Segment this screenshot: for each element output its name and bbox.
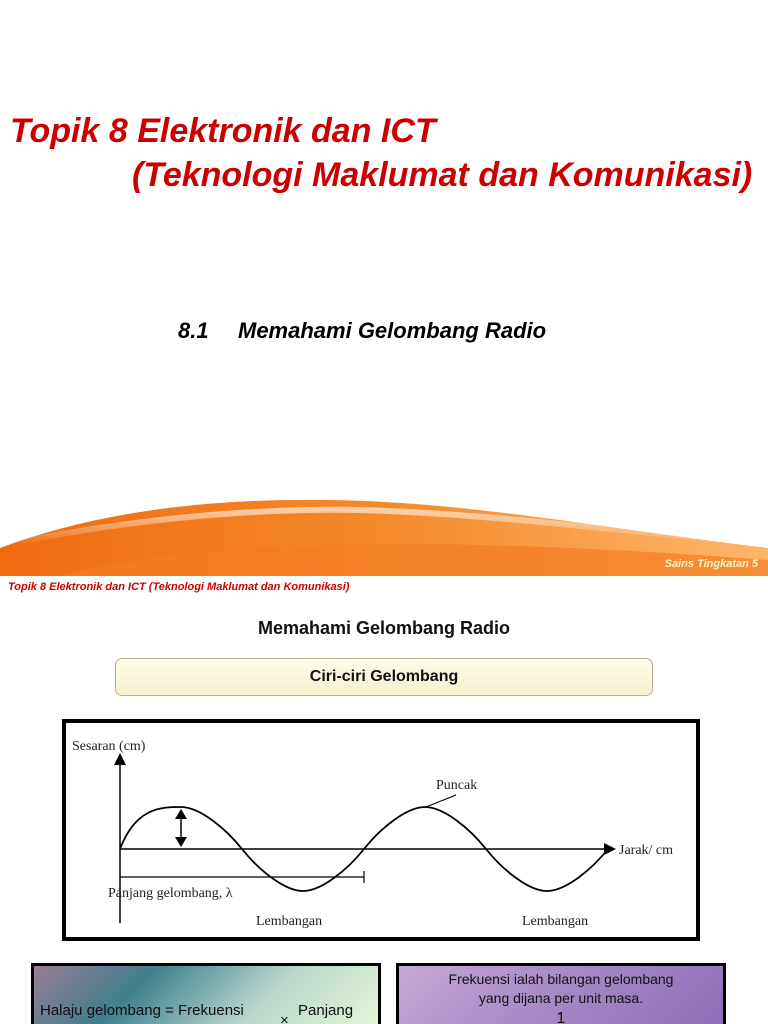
amplitude-arrow-up-icon [175,809,187,819]
frequency-definition-line-2: yang dijana per unit masa. [478,990,644,1006]
frequency-definition-line-1: Frekuensi ialah bilangan gelombang [448,971,674,987]
wave-diagram-svg [66,723,696,937]
slide-title-line-1: Topik 8 Elektronik dan ICT [10,112,436,150]
wavelength-label: Panjang gelombang, λ [108,886,233,901]
slide-heading: Memahami Gelombang Radio [257,618,511,638]
slide-subtitle [178,318,546,344]
subtitle-number: 8.1 [178,318,209,343]
amplitude-arrow-down-icon [175,837,187,847]
trough-label-1: Lembangan [256,914,323,929]
x-axis-label: Jarak/ cm [619,843,674,858]
wavelength-term: Panjang [298,1002,354,1019]
crest-label: Puncak [436,778,478,793]
footer-course-tag: Sains Tingkatan 5 [664,558,758,570]
wave-speed-formula-box [31,963,381,1024]
wave-diagram [62,719,700,941]
orange-swoosh-decoration [0,490,768,576]
multiply-symbol: × [280,1012,289,1024]
y-axis-arrow-icon [114,753,126,765]
crest-pointer [426,795,456,807]
y-axis-label: Sesaran (cm) [72,739,146,754]
slide-header: Topik 8 Elektronik dan ICT (Teknologi Maklumat dan Komunikasi) [8,581,350,593]
wave-speed-equation: Halaju gelombang = Frekuensi [40,1002,244,1019]
subtitle-text: Memahami Gelombang Radio [238,318,547,343]
frequency-definition-box [396,963,726,1024]
x-axis-arrow-icon [604,843,616,855]
slide-title-line-2: (Teknologi Maklumat dan Komunikasi) [132,156,753,194]
section-label-box: Ciri-ciri Gelombang [115,658,653,696]
trough-label-2: Lembangan [522,914,589,929]
content-slide [0,576,768,1024]
fraction-numerator: 1 [556,1010,566,1024]
